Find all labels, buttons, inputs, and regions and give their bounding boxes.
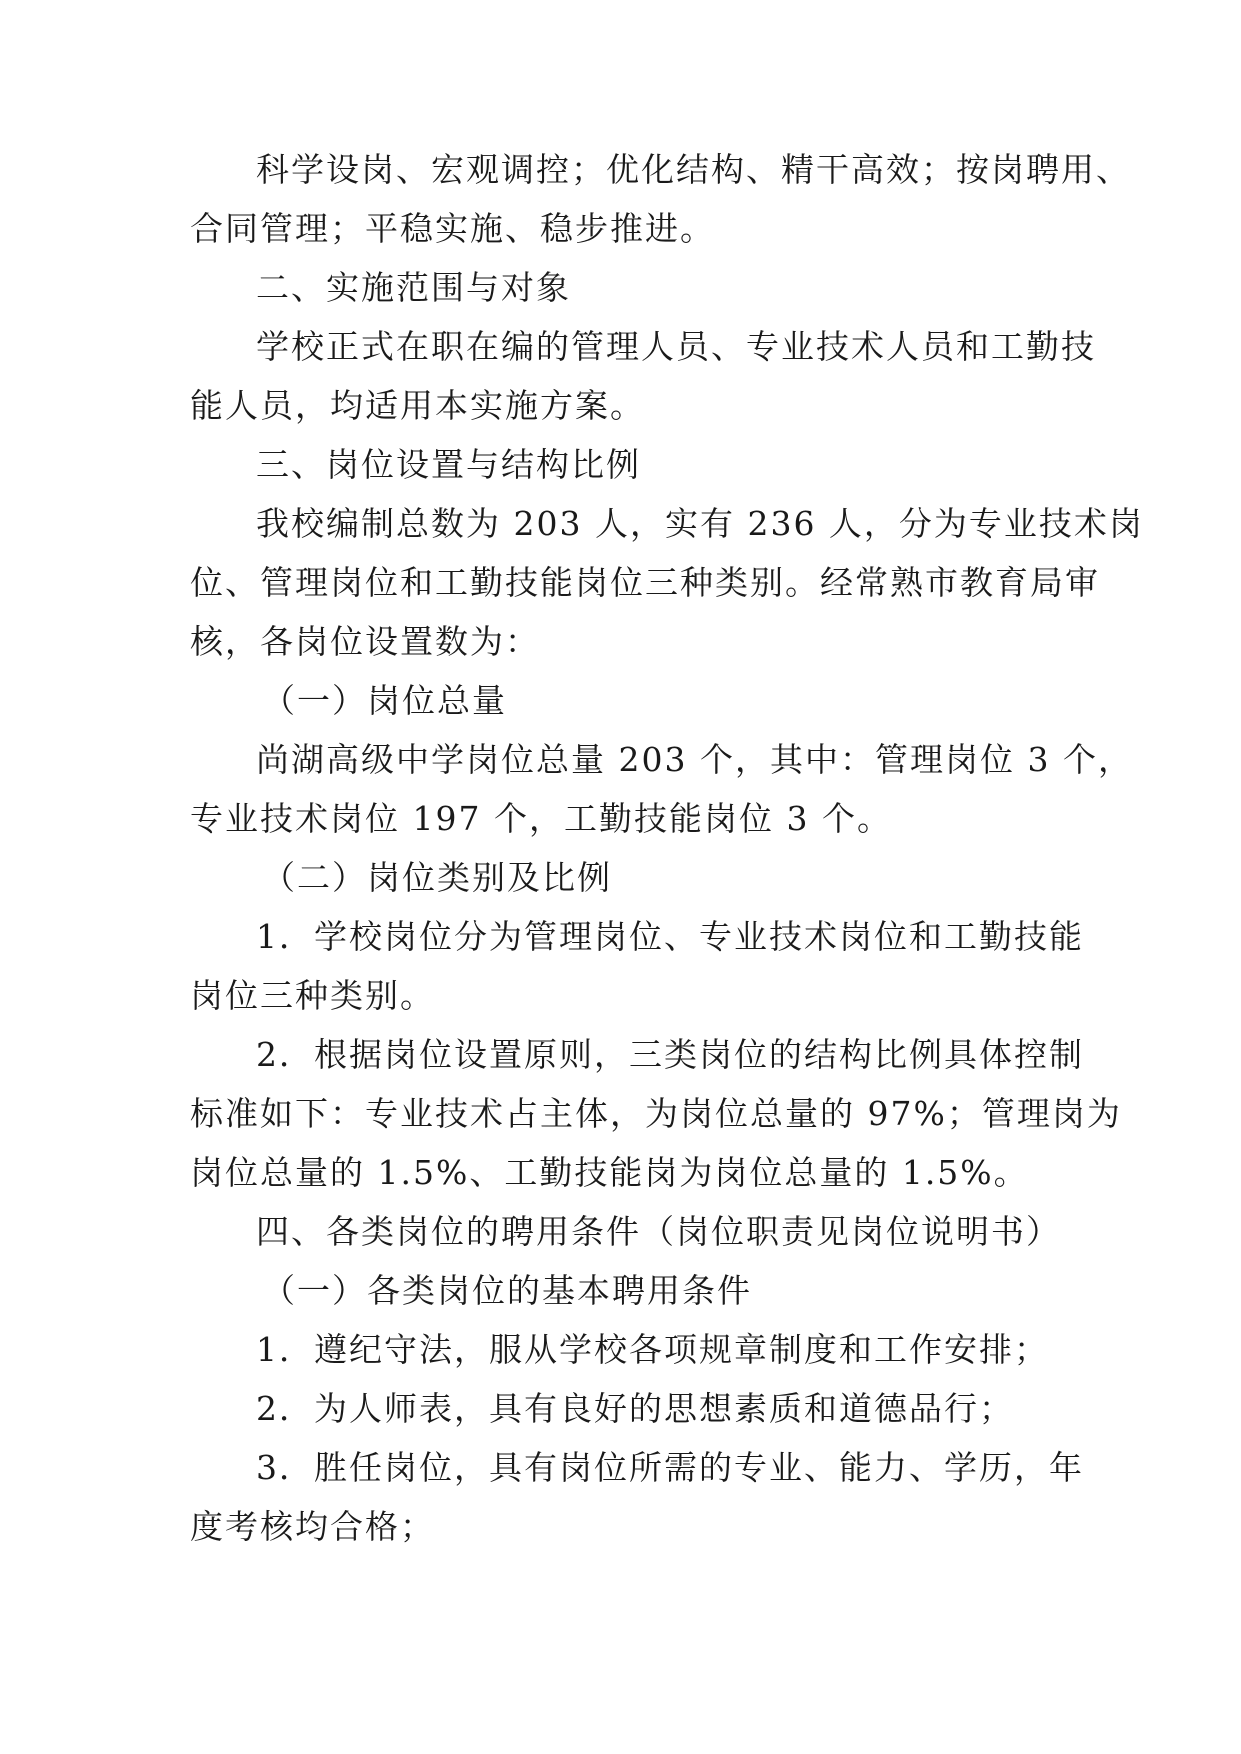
paragraph-line: 科学设岗、宏观调控；优化结构、精干高效；按岗聘用、 <box>256 150 1131 189</box>
list-item-continuation: 岗位总量的 1.5%、工勤技能岗为岗位总量的 1.5%。 <box>190 1153 1029 1192</box>
paragraph-line: 尚湖高级中学岗位总量 203 个，其中：管理岗位 3 个， <box>256 740 1133 779</box>
list-item-continuation: 标准如下：专业技术占主体，为岗位总量的 97%；管理岗为 <box>190 1094 1122 1133</box>
section-heading: 四、各类岗位的聘用条件（岗位职责见岗位说明书） <box>256 1212 1061 1251</box>
paragraph-line: 学校正式在职在编的管理人员、专业技术人员和工勤技 <box>256 327 1096 366</box>
list-item: 2．根据岗位设置原则，三类岗位的结构比例具体控制 <box>256 1035 1084 1074</box>
list-item: 1．学校岗位分为管理岗位、专业技术岗位和工勤技能 <box>256 917 1084 956</box>
paragraph-line: 能人员，均适用本实施方案。 <box>190 386 645 425</box>
list-item: 1．遵纪守法，服从学校各项规章制度和工作安排； <box>256 1330 1049 1369</box>
section-heading: 三、岗位设置与结构比例 <box>256 445 641 484</box>
paragraph-line: 位、管理岗位和工勤技能岗位三种类别。经常熟市教育局审 <box>190 563 1100 602</box>
paragraph-line: 核，各岗位设置数为： <box>190 622 540 661</box>
subsection-heading: （二）岗位类别及比例 <box>262 858 612 897</box>
subsection-heading: （一）各类岗位的基本聘用条件 <box>262 1271 752 1310</box>
paragraph-line: 我校编制总数为 203 人，实有 236 人，分为专业技术岗 <box>256 504 1144 543</box>
section-heading: 二、实施范围与对象 <box>256 268 571 307</box>
paragraph-line: 专业技术岗位 197 个，工勤技能岗位 3 个。 <box>190 799 892 838</box>
list-item-continuation: 岗位三种类别。 <box>190 976 435 1015</box>
subsection-heading: （一）岗位总量 <box>262 681 507 720</box>
list-item-continuation: 度考核均合格； <box>190 1507 435 1546</box>
list-item: 3．胜任岗位，具有岗位所需的专业、能力、学历，年 <box>256 1448 1084 1487</box>
paragraph-line: 合同管理；平稳实施、稳步推进。 <box>190 209 715 248</box>
list-item: 2．为人师表，具有良好的思想素质和道德品行； <box>256 1389 1014 1428</box>
